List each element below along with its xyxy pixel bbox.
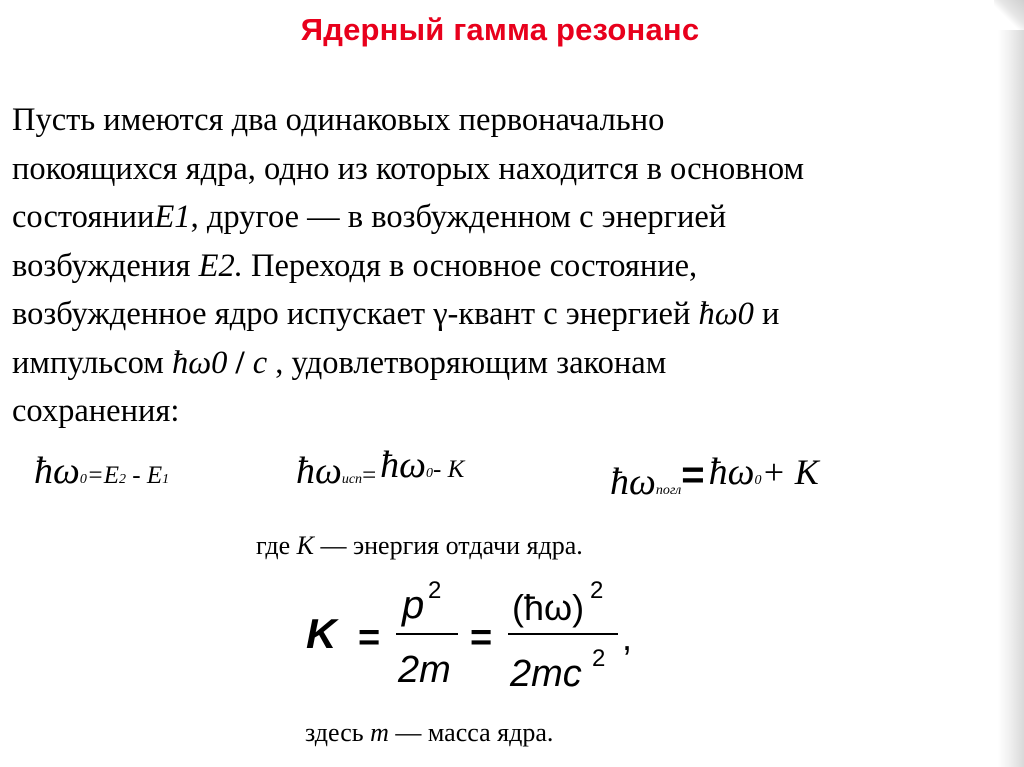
line-7-text: сохранения:: [12, 393, 180, 429]
recoil-energy-note: [256, 531, 583, 561]
paragraph-line-7: [12, 387, 997, 436]
formula-denominator-2m: 2m: [398, 649, 451, 691]
eq2-subscript-0: 0: [426, 466, 434, 481]
eq2-hbar-omega-rhs: ħω: [380, 444, 427, 486]
intro-paragraph: [12, 96, 997, 436]
excited-state-energy-symbol: E2.: [198, 247, 243, 284]
line-6-text-e: , удовлетворяющим законам: [267, 344, 667, 381]
ground-state-energy-symbol: E1: [154, 199, 191, 235]
equation-energy-difference: [34, 449, 169, 493]
line-4-text-c: Переходя в основное состояние,: [242, 247, 698, 284]
formula-numerator-p-exponent: 2: [428, 577, 442, 604]
formula-denominator-2mc: 2mc: [510, 653, 582, 695]
eq2-subscript-emission: исп: [341, 472, 363, 487]
momentum-symbol-numerator: ħω0: [171, 344, 228, 381]
formula-denominator-exponent: 2: [592, 645, 606, 672]
slide-title: Ядерный гамма резонанс: [300, 12, 700, 47]
eq1-minus-e: - E: [126, 462, 163, 489]
eq3-hbar-omega: ħω: [610, 461, 656, 503]
quantum-energy-symbol: ħω0: [698, 296, 754, 332]
eq1-equals-e: =E: [86, 462, 119, 489]
eq1-hbar-omega: ħω: [34, 450, 80, 492]
line-6-text-a: импульсом: [12, 344, 172, 381]
eq3-equals: =: [681, 453, 705, 497]
formula-equals-2: =: [470, 617, 493, 659]
eq1-subscript-2: 2: [119, 472, 126, 487]
formula-numerator-exponent: 2: [590, 577, 604, 604]
line-5-text-c: и: [753, 296, 780, 332]
paragraph-line-4: [12, 242, 997, 291]
formula-equals-1: =: [358, 617, 381, 659]
recoil-note-text-c: — энергия отдачи ядра.: [313, 531, 583, 560]
line-2-text: покоящихся ядра, одно из которых находится в основном: [12, 150, 805, 187]
eq3-subscript-0: 0: [754, 473, 762, 488]
eq1-subscript-1: 1: [162, 472, 170, 487]
recoil-energy-formula: [300, 572, 660, 702]
eq3-plus-k: + K: [761, 452, 819, 492]
page-edge-shadow: [998, 0, 1024, 767]
formula-lhs-k: K: [306, 610, 337, 657]
line-3-text-c: , другое — в возбужденном с энергией: [190, 199, 727, 235]
formula-numerator-p: p: [402, 583, 425, 627]
eq2-minus-k: - K: [433, 456, 465, 483]
formula-trailing-comma: ,: [622, 617, 633, 658]
equation-emission: [296, 444, 465, 493]
recoil-note-text-a: где: [256, 531, 297, 560]
momentum-slash: /: [227, 344, 253, 381]
nucleus-mass-note: [305, 718, 553, 748]
eq3-hbar-omega-rhs: ħω: [708, 451, 755, 493]
eq3-subscript-absorption: погл: [655, 483, 682, 498]
mass-symbol-m: m: [370, 718, 389, 747]
mass-note-text-a: здесь: [305, 718, 371, 747]
recoil-symbol-k: K: [296, 531, 314, 560]
mass-note-text-c: — масса ядра.: [388, 718, 554, 747]
line-4-text-a: возбуждения: [12, 247, 199, 284]
eq1-subscript-0: 0: [79, 472, 87, 487]
eq2-hbar-omega: ħω: [296, 450, 342, 492]
paragraph-line-6: [12, 339, 997, 388]
eq2-equals: =: [362, 462, 377, 489]
line-5-text-a: возбужденное ядро испускает γ-квант с энергией: [12, 296, 699, 332]
line-1-text: Пусть имеются два одинаковых первоначально: [12, 102, 665, 138]
paragraph-line-5: [12, 290, 997, 339]
paragraph-line-3: [12, 193, 997, 242]
equation-absorption: [610, 449, 819, 503]
paragraph-line-2: [12, 145, 997, 194]
line-3-text-a: состоянии: [12, 199, 155, 235]
formula-numerator-hbar-omega: (ħω): [512, 587, 585, 628]
speed-of-light-symbol: c: [252, 344, 268, 381]
paragraph-line-1: [12, 96, 997, 145]
